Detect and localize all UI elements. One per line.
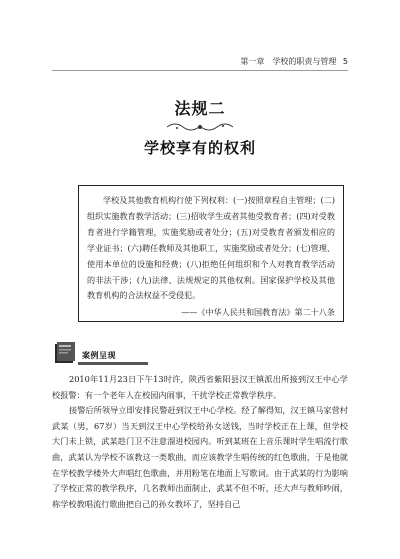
header-rule — [52, 70, 348, 71]
case-label-underline — [78, 362, 148, 365]
page-number: 5 — [342, 57, 348, 66]
law-excerpt-text: 学校及其他教育机构行使下列权利：(一)按照章程自主管理；(二)组织实施教育教学活动；(三)招收学生或者其他受教育者；(四)对受教育者进行学籍管理，实施奖励或者处分；(五)对受教育者颁发相应的学业证书；(六)聘任教师及其他职工，实施奖励或者处分；(七)管理、使用本单位的设施和经费；(八)拒绝任何组织和个人对教育教学活动的非法干涉；(九)法律、法规规定的其他权利。国家保护学校及其他教育机构的合法权益不受侵犯。 — [87, 195, 335, 301]
case-body — [52, 372, 348, 512]
section-subtitle: 学校享有的权利 — [143, 139, 256, 157]
law-excerpt-box — [78, 185, 344, 322]
section-title-block — [0, 96, 400, 158]
running-header — [240, 56, 348, 67]
case-section-label: 案例呈现 — [82, 351, 116, 360]
section-title: 法规二 — [174, 99, 226, 118]
case-paragraph: 2010年11月23日下午13时许，陕西省紫阳县汉王镇派出所接到汉王中心学校报警：有一个老年人在校园内闹事，干扰学校正常教学秩序。 — [52, 374, 348, 400]
case-section-header — [52, 340, 172, 366]
case-book-icon — [52, 340, 78, 366]
law-source-citation: ——《中华人民共和国教育法》第二十八条 — [181, 307, 335, 318]
case-paragraph: 接警后所领导立即安排民警赶到汉王中心学校。经了解得知，汉王镇马家营村武某（男，67岁）当天到汉王中心学校给孙女送钱，当时学校正在上课，但学校大门未上锁，武某趁门卫不注意溜进校园内。听到某班在上音乐课时学生唱流行歌曲，武某认为学校不该教这一类歌曲，而应该教学生唱传统的红色歌曲，于是他就在学校教学楼外大声唱红色歌曲，并用粉笔在地面上写歌词。由于武某的行为影响了学校正常的教学秩序，几名教师出面制止，武某不但不听，还大声与教师吵闹，称学校教唱流行歌曲把自己的孙女教坏了，坚持自己 — [52, 405, 348, 509]
chapter-title: 第一章 学校的职责与管理 — [240, 57, 337, 66]
ornament-icon — [165, 121, 235, 133]
